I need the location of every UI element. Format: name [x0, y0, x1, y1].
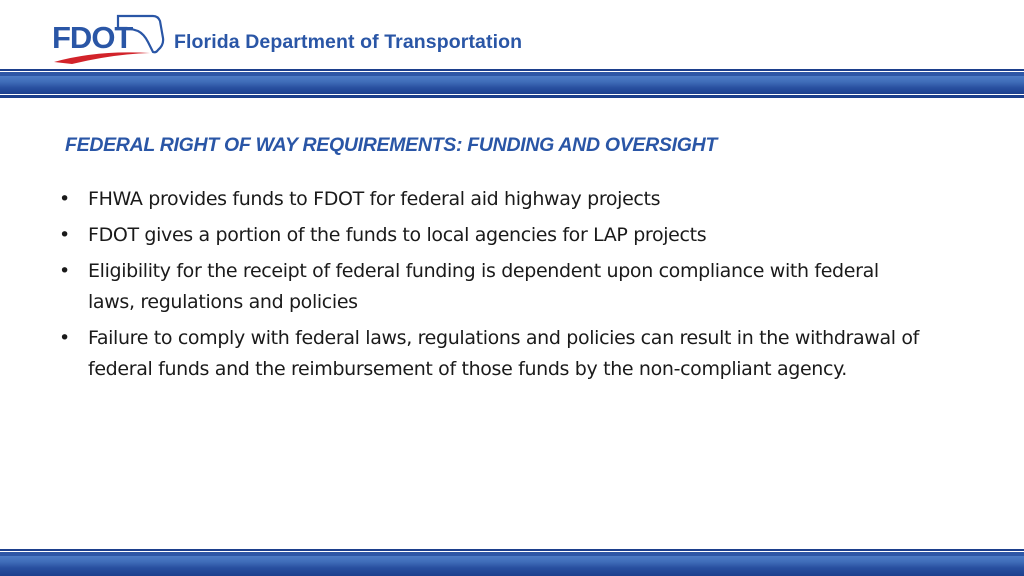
logo-wordmark: FDOT [52, 20, 133, 55]
slide-header [0, 0, 1024, 68]
footer-stripe-band [0, 548, 1024, 576]
bullet-list [58, 184, 928, 390]
list-item [58, 220, 928, 251]
header-stripe-band [0, 68, 1024, 98]
bullet-marker: • [59, 327, 70, 349]
list-item [58, 323, 928, 385]
bullet-text: FHWA provides funds to FDOT for federal aid highway projects [88, 188, 661, 210]
bullet-marker: • [59, 260, 70, 282]
bullet-marker: • [59, 224, 70, 246]
slide-title: FEDERAL RIGHT OF WAY REQUIREMENTS: FUNDING AND OVERSIGHT [65, 134, 717, 156]
bullet-text: Failure to comply with federal laws, regulations and policies can result in the withdrawal of federal funds and the reimbursement of those funds by the non-compliant agency. [88, 327, 920, 380]
bullet-marker: • [59, 188, 70, 210]
list-item [58, 184, 928, 215]
agency-name: Florida Department of Transportation [174, 31, 523, 53]
list-item [58, 256, 928, 318]
bullet-text: Eligibility for the receipt of federal funding is dependent upon compliance with federal laws, regulations and policies [88, 260, 879, 313]
fdot-logo [52, 12, 167, 68]
bullet-text: FDOT gives a portion of the funds to local agencies for LAP projects [88, 224, 707, 246]
